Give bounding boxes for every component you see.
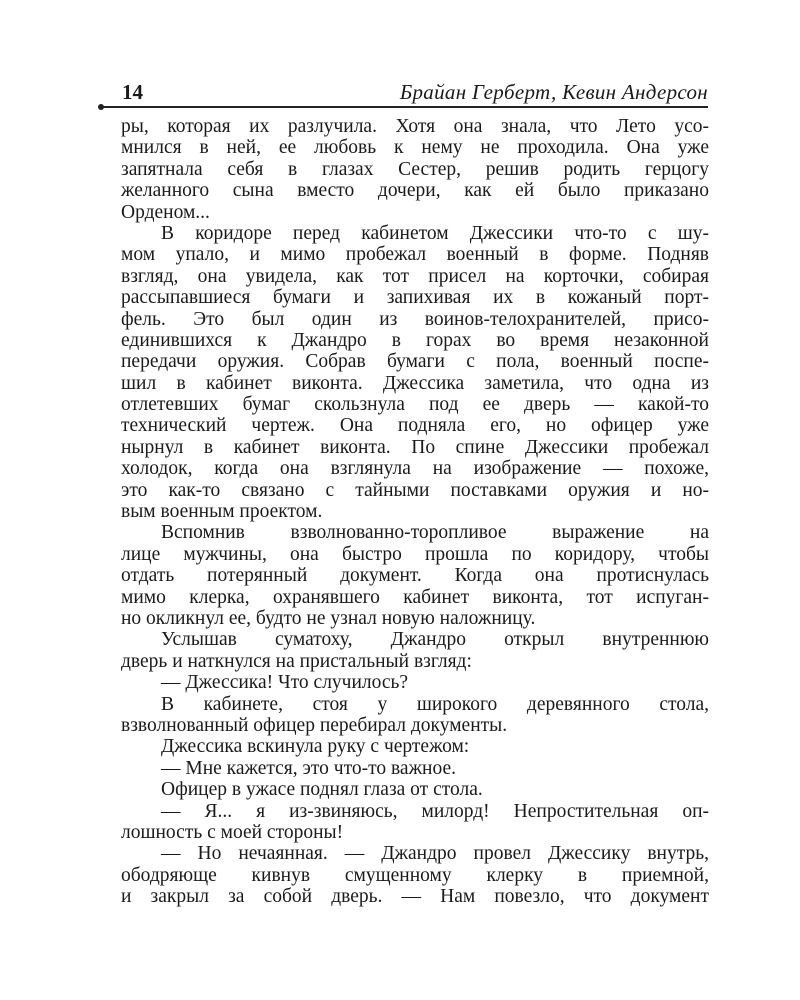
text-line: Офицер в ужасе поднял глаза от стола. — [161, 779, 483, 801]
text-line: — Я... я из-звиняюсь, милорд! Непростительная оп- — [161, 800, 709, 822]
text-line: отлетевших бумаг скользнула под ее дверь — какой-то — [121, 394, 709, 416]
text-line: единившихся к Джандро в горах во время незаконной — [121, 329, 709, 351]
text-line: запятнала себя в глазах Сестер, решив родить герцогу — [121, 158, 709, 180]
text-line: отдать потерянный документ. Когда она протиснулась — [121, 565, 709, 587]
text-line: и закрыл за собой дверь. — Нам повезло, что документ — [121, 886, 709, 908]
text-line: мимо клерка, охранявшего кабинет виконта, тот испуган- — [121, 586, 709, 608]
text-line: взволнованный офицер перебирал документы. — [121, 714, 508, 736]
text-line: — Но нечаянная. — Джандро провел Джессику внутрь, — [161, 843, 709, 865]
text-line: — Джессика! Что случилось? — [161, 672, 409, 694]
text-line: — Мне кажется, это что-то важное. — [161, 757, 457, 779]
text-line: это как-то связано с тайными поставками оружия и но- — [121, 479, 709, 501]
text-line: технический чертеж. Она подняла его, но офицер уже — [121, 415, 709, 437]
text-line: Джессика вскинула руку с чертежом: — [161, 736, 470, 758]
text-line: В коридоре перед кабинетом Джессики что-то с шу- — [161, 222, 709, 244]
text-line: Вспомнив взволнованно-торопливое выражение на — [161, 522, 709, 544]
text-line: нырнул в кабинет виконта. По спине Джессики пробежал — [121, 436, 709, 458]
text-line: рассыпавшиеся бумаги и запихивая их в кожаный порт- — [121, 287, 709, 309]
text-line: холодок, когда она взглянула на изображение — похоже, — [121, 458, 709, 480]
text-line: но окликнул ее, будто не узнал новую наложницу. — [121, 607, 536, 629]
text-line: дверь и наткнулся на пристальный взгляд: — [121, 650, 472, 672]
running-header — [120, 80, 708, 106]
running-title: Брайан Герберт, Кевин Андерсон — [399, 80, 708, 104]
page-number: 14 — [122, 80, 143, 104]
text-line: фель. Это был один из воинов-телохранителей, присо- — [121, 308, 709, 330]
text-line: Услышав суматоху, Джандро открыл внутреннюю — [161, 629, 709, 651]
text-line: ободряюще кивнув смущенному клерку в приемной, — [121, 864, 709, 886]
text-line: мнился в ней, ее любовь к нему не проходила. Она уже — [121, 137, 709, 159]
text-line: передачи оружия. Собрав бумаги с пола, военный поспе- — [121, 351, 709, 373]
text-line: желанного сына вместо дочери, как ей было приказано — [121, 180, 709, 202]
text-line: Орденом... — [121, 201, 210, 223]
text-line: лошность с моей стороны! — [121, 821, 344, 843]
rule-dot-ornament — [98, 104, 104, 110]
text-line: В кабинете, стоя у широкого деревянного стола, — [161, 693, 709, 715]
text-line: вым военным проектом. — [121, 501, 323, 523]
text-line: мом упало, и мимо пробежал военный в форме. Подняв — [121, 244, 709, 266]
text-line: шил в кабинет виконта. Джессика заметила, что одна из — [121, 372, 709, 394]
text-line: ры, которая их разлучила. Хотя она знала, что Лето усо- — [121, 116, 709, 137]
page-body-text — [121, 116, 709, 907]
header-rule — [100, 106, 708, 108]
text-line: взгляд, она увидела, как тот присел на корточки, собирая — [121, 265, 709, 287]
text-line: лице мужчины, она быстро прошла по коридору, чтобы — [121, 543, 709, 565]
